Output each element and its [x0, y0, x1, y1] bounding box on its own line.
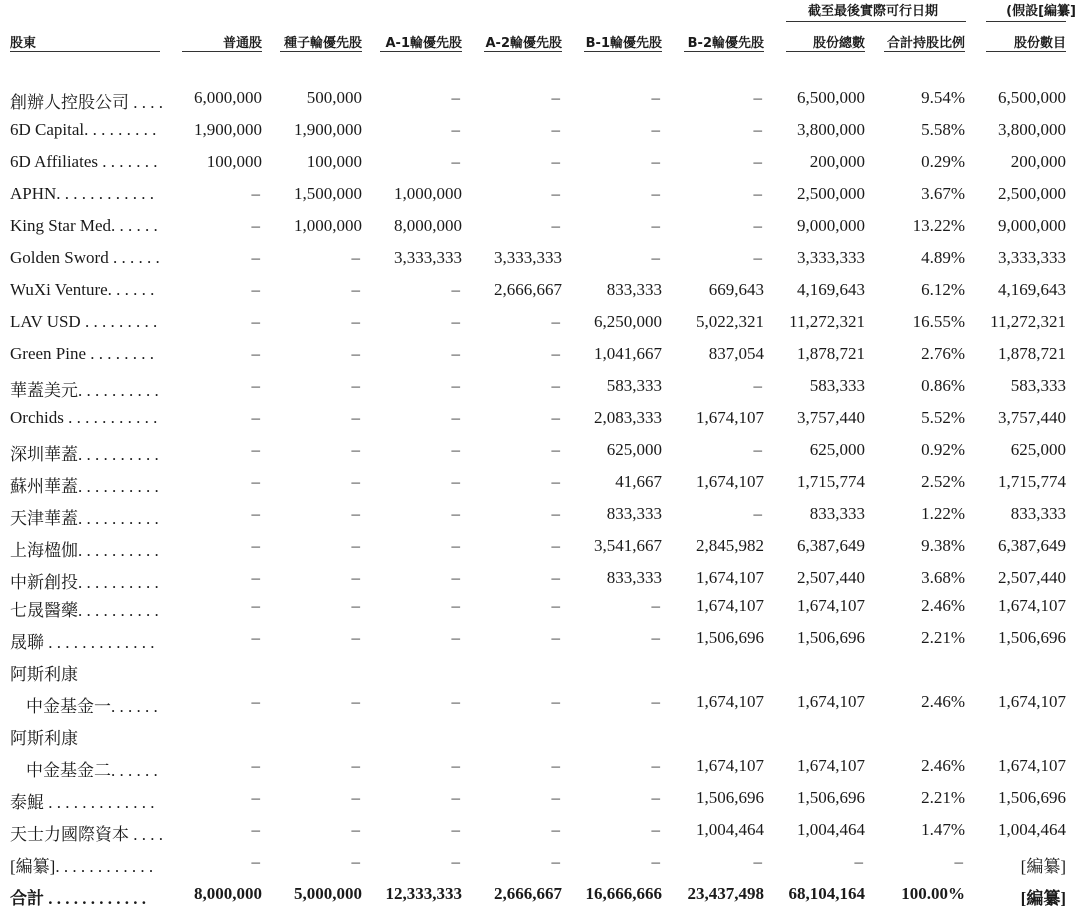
- table-cell-value: 1,900,000: [294, 120, 362, 139]
- table-cell-value: 6,500,000: [998, 88, 1066, 107]
- header-group-assumed: (假設[編纂]: [1006, 4, 1076, 19]
- table-cell-value: 2,500,000: [998, 184, 1066, 203]
- shareholder-name-line1: 阿斯利康: [10, 665, 78, 684]
- table-cell-value: 5.58%: [921, 120, 965, 139]
- empty-cell-dash: –: [451, 440, 460, 459]
- empty-cell-dash: –: [551, 820, 560, 839]
- empty-cell-dash: –: [451, 596, 460, 615]
- empty-cell-dash: –: [451, 820, 460, 839]
- table-cell-value: 833,333: [809, 504, 865, 523]
- shareholder-name: 中新創投. . . . . . . . . .: [10, 573, 159, 592]
- table-cell-value: 6,500,000: [797, 88, 865, 107]
- shareholder-name: 創辦人控股公司 . . . .: [10, 93, 163, 112]
- empty-cell-dash: –: [451, 692, 460, 711]
- empty-cell-dash: –: [351, 312, 360, 331]
- table-cell-value: 1,506,696: [797, 788, 865, 807]
- total-cell-value: 8,000,000: [194, 884, 262, 903]
- empty-cell-dash: –: [753, 152, 762, 171]
- table-cell-value: 1,900,000: [194, 120, 262, 139]
- empty-cell-dash: –: [351, 376, 360, 395]
- header-a2: A-2輪優先股: [485, 36, 562, 51]
- empty-cell-dash: –: [551, 88, 560, 107]
- table-cell-value: 11,272,321: [789, 312, 865, 331]
- empty-cell-dash: –: [551, 344, 560, 363]
- table-cell-value: 2.46%: [921, 756, 965, 775]
- table-cell-value: 1.47%: [921, 820, 965, 839]
- table-cell-value: 625,000: [1010, 440, 1066, 459]
- shareholder-name: LAV USD . . . . . . . . .: [10, 312, 158, 331]
- empty-cell-dash: –: [451, 152, 460, 171]
- table-cell-value: 500,000: [306, 88, 362, 107]
- empty-cell-dash: –: [451, 376, 460, 395]
- table-cell-value: 583,333: [809, 376, 865, 395]
- shareholder-name: 深圳華蓋. . . . . . . . . .: [10, 445, 159, 464]
- table-cell-value: 2,845,982: [696, 536, 764, 555]
- empty-cell-dash: –: [351, 344, 360, 363]
- empty-cell-dash: –: [651, 596, 660, 615]
- table-cell-value: 2.76%: [921, 344, 965, 363]
- empty-cell-dash: –: [451, 88, 460, 107]
- empty-cell-dash: –: [251, 756, 260, 775]
- table-cell-value: 1,674,107: [797, 596, 865, 615]
- table-cell-value: 1,506,696: [696, 788, 764, 807]
- table-cell-value: 200,000: [1010, 152, 1066, 171]
- empty-cell-dash: –: [651, 216, 660, 235]
- empty-cell-dash: –: [551, 312, 560, 331]
- total-cell-value: 100.00%: [901, 884, 965, 903]
- table-cell-value: 1,004,464: [696, 820, 764, 839]
- empty-cell-dash: –: [651, 628, 660, 647]
- table-cell-value: 2.46%: [921, 692, 965, 711]
- table-cell-value: 1,000,000: [294, 216, 362, 235]
- table-cell-value: 2,507,440: [998, 568, 1066, 587]
- table-cell-value: 8,000,000: [394, 216, 462, 235]
- table-cell-value: 1,674,107: [696, 692, 764, 711]
- empty-cell-dash: –: [351, 440, 360, 459]
- table-cell-value: 583,333: [1010, 376, 1066, 395]
- table-cell-value: 3.67%: [921, 184, 965, 203]
- table-cell-value: 1,004,464: [797, 820, 865, 839]
- empty-cell-dash: –: [251, 344, 260, 363]
- shareholder-name: [編纂]. . . . . . . . . . . .: [10, 857, 154, 876]
- empty-cell-dash: –: [251, 596, 260, 615]
- table-cell-value: 1,674,107: [797, 692, 865, 711]
- table-cell-value: 833,333: [606, 504, 662, 523]
- shareholder-name: 6D Capital. . . . . . . . .: [10, 120, 157, 139]
- table-cell-value: 1,004,464: [998, 820, 1066, 839]
- empty-cell-dash: –: [251, 216, 260, 235]
- shareholder-name: 天津華蓋. . . . . . . . . .: [10, 509, 159, 528]
- empty-cell-dash: –: [351, 280, 360, 299]
- header-total-shares: 股份總數: [812, 36, 865, 51]
- empty-cell-dash: –: [451, 852, 460, 871]
- shareholder-name: King Star Med. . . . . .: [10, 216, 158, 235]
- table-cell-value: 5.52%: [921, 408, 965, 427]
- table-cell-value: 1,674,107: [998, 692, 1066, 711]
- empty-cell-dash: –: [251, 852, 260, 871]
- empty-cell-dash: –: [251, 472, 260, 491]
- empty-cell-dash: –: [451, 312, 460, 331]
- table-cell-value: 9.54%: [921, 88, 965, 107]
- table-cell-value: 41,667: [615, 472, 662, 491]
- header-underline: [380, 51, 462, 52]
- header-group-rule: [786, 21, 966, 22]
- total-cell-value: 5,000,000: [294, 884, 362, 903]
- table-cell-value: 837,054: [708, 344, 764, 363]
- table-cell-value: 1,715,774: [797, 472, 865, 491]
- header-share-count: 股份數目: [1013, 36, 1066, 51]
- empty-cell-dash: –: [451, 120, 460, 139]
- table-cell-value: 1,506,696: [696, 628, 764, 647]
- empty-cell-dash: –: [251, 312, 260, 331]
- table-cell-value: 6,000,000: [194, 88, 262, 107]
- table-cell-value: 1,000,000: [394, 184, 462, 203]
- shareholder-name: 蘇州華蓋. . . . . . . . . .: [10, 477, 159, 496]
- table-cell-value: 2.21%: [921, 628, 965, 647]
- table-cell-value: 0.86%: [921, 376, 965, 395]
- empty-cell-dash: –: [753, 504, 762, 523]
- empty-cell-dash: –: [551, 568, 560, 587]
- empty-cell-dash: –: [651, 756, 660, 775]
- table-cell-value: 9.38%: [921, 536, 965, 555]
- empty-cell-dash: –: [251, 248, 260, 267]
- empty-cell-dash: –: [251, 820, 260, 839]
- empty-cell-dash: –: [753, 184, 762, 203]
- header-group-latest-date: 截至最後實際可行日期: [808, 4, 939, 19]
- empty-cell-dash: –: [651, 692, 660, 711]
- table-cell-value: 1,674,107: [696, 756, 764, 775]
- table-cell-value: 1.22%: [921, 504, 965, 523]
- empty-cell-dash: –: [351, 596, 360, 615]
- shareholder-name: WuXi Venture. . . . . .: [10, 280, 155, 299]
- table-cell-value: 625,000: [606, 440, 662, 459]
- empty-cell-dash: –: [251, 692, 260, 711]
- table-cell-value: 2.21%: [921, 788, 965, 807]
- header-underline: [786, 51, 865, 52]
- table-cell-value: 3,333,333: [998, 248, 1066, 267]
- empty-cell-dash: –: [451, 536, 460, 555]
- empty-cell-dash: –: [251, 408, 260, 427]
- table-cell-value: 0.92%: [921, 440, 965, 459]
- empty-cell-dash: –: [551, 788, 560, 807]
- empty-cell-dash: –: [351, 788, 360, 807]
- empty-cell-dash: –: [551, 440, 560, 459]
- table-cell-value: 1,500,000: [294, 184, 362, 203]
- empty-cell-dash: –: [351, 536, 360, 555]
- table-cell-value: 1,674,107: [696, 568, 764, 587]
- table-cell-value: 1,674,107: [797, 756, 865, 775]
- header-underline: [182, 51, 262, 52]
- empty-cell-dash: –: [651, 820, 660, 839]
- table-cell-value: 9,000,000: [797, 216, 865, 235]
- empty-cell-dash: –: [753, 120, 762, 139]
- empty-cell-dash: –: [854, 852, 863, 871]
- empty-cell-dash: –: [551, 756, 560, 775]
- empty-cell-dash: –: [451, 408, 460, 427]
- table-cell-value: 1,715,774: [998, 472, 1066, 491]
- header-underline: [684, 51, 764, 52]
- table-cell-value: 833,333: [606, 280, 662, 299]
- table-cell-value: 11,272,321: [990, 312, 1066, 331]
- total-cell-value: 16,666,666: [585, 884, 662, 903]
- total-cell-value: [編纂]: [1020, 889, 1066, 908]
- header-underline: [280, 51, 362, 52]
- empty-cell-dash: –: [451, 472, 460, 491]
- empty-cell-dash: –: [351, 756, 360, 775]
- header-a1: A-1輪優先股: [385, 36, 462, 51]
- table-cell-value: 833,333: [606, 568, 662, 587]
- shareholder-name: 泰鯤 . . . . . . . . . . . . .: [10, 793, 155, 812]
- table-cell-value: 3,757,440: [998, 408, 1066, 427]
- header-underline: [884, 51, 965, 52]
- table-cell-value: 6,387,649: [797, 536, 865, 555]
- table-cell-value: 583,333: [606, 376, 662, 395]
- table-cell-value: 1,878,721: [797, 344, 865, 363]
- empty-cell-dash: –: [451, 756, 460, 775]
- empty-cell-dash: –: [753, 852, 762, 871]
- empty-cell-dash: –: [551, 472, 560, 491]
- table-cell-value: 16.55%: [912, 312, 965, 331]
- table-cell-value: 3,333,333: [797, 248, 865, 267]
- table-cell-value: 1,674,107: [696, 596, 764, 615]
- empty-cell-dash: –: [251, 536, 260, 555]
- header-underline: [986, 51, 1066, 52]
- empty-cell-dash: –: [954, 852, 963, 871]
- table-cell-value: 0.29%: [921, 152, 965, 171]
- table-cell-value: 6,250,000: [594, 312, 662, 331]
- empty-cell-dash: –: [451, 568, 460, 587]
- header-underline: [10, 51, 160, 52]
- empty-cell-dash: –: [651, 852, 660, 871]
- table-cell-value: 2,666,667: [494, 280, 562, 299]
- table-cell-value: 1,878,721: [998, 344, 1066, 363]
- table-cell-value: 3,757,440: [797, 408, 865, 427]
- table-cell-value: 6,387,649: [998, 536, 1066, 555]
- shareholder-name: 華蓋美元. . . . . . . . . .: [10, 381, 159, 400]
- empty-cell-dash: –: [251, 504, 260, 523]
- empty-cell-dash: –: [451, 344, 460, 363]
- empty-cell-dash: –: [753, 440, 762, 459]
- empty-cell-dash: –: [451, 628, 460, 647]
- shareholder-name: Green Pine . . . . . . . .: [10, 344, 155, 363]
- header-underline: [484, 51, 562, 52]
- empty-cell-dash: –: [351, 504, 360, 523]
- table-cell-value: 1,506,696: [998, 628, 1066, 647]
- empty-cell-dash: –: [551, 596, 560, 615]
- table-cell-value: 1,674,107: [696, 472, 764, 491]
- empty-cell-dash: –: [251, 440, 260, 459]
- shareholder-name: Golden Sword . . . . . .: [10, 248, 160, 267]
- header-underline: [584, 51, 662, 52]
- shareholder-name: APHN. . . . . . . . . . . .: [10, 184, 155, 203]
- empty-cell-dash: –: [651, 120, 660, 139]
- empty-cell-dash: –: [351, 408, 360, 427]
- empty-cell-dash: –: [753, 376, 762, 395]
- total-cell-value: 68,104,164: [788, 884, 865, 903]
- empty-cell-dash: –: [451, 788, 460, 807]
- shareholder-name: 中金基金二. . . . . .: [26, 761, 158, 780]
- empty-cell-dash: –: [551, 852, 560, 871]
- empty-cell-dash: –: [251, 568, 260, 587]
- empty-cell-dash: –: [651, 88, 660, 107]
- shareholder-name: 上海楹伽. . . . . . . . . .: [10, 541, 159, 560]
- empty-cell-dash: –: [251, 184, 260, 203]
- empty-cell-dash: –: [551, 536, 560, 555]
- table-cell-value: 3,800,000: [998, 120, 1066, 139]
- table-cell-value: 9,000,000: [998, 216, 1066, 235]
- shareholder-name: 天士力國際資本 . . . .: [10, 825, 163, 844]
- empty-cell-dash: –: [551, 376, 560, 395]
- table-cell-value: 1,506,696: [797, 628, 865, 647]
- table-cell-value: 1,674,107: [998, 596, 1066, 615]
- empty-cell-dash: –: [251, 376, 260, 395]
- empty-cell-dash: –: [351, 852, 360, 871]
- table-cell-value: 3,541,667: [594, 536, 662, 555]
- empty-cell-dash: –: [551, 184, 560, 203]
- header-seed: 種子輪優先股: [283, 36, 362, 51]
- table-cell-value: 6.12%: [921, 280, 965, 299]
- empty-cell-dash: –: [551, 152, 560, 171]
- empty-cell-dash: –: [551, 692, 560, 711]
- table-cell-value: 4.89%: [921, 248, 965, 267]
- empty-cell-dash: –: [753, 248, 762, 267]
- empty-cell-dash: –: [551, 504, 560, 523]
- table-cell-value: 1,506,696: [998, 788, 1066, 807]
- table-cell-value: 1,674,107: [998, 756, 1066, 775]
- empty-cell-dash: –: [251, 788, 260, 807]
- shareholder-name: Orchids . . . . . . . . . . .: [10, 408, 158, 427]
- table-cell-value: 100,000: [206, 152, 262, 171]
- table-cell-value: 1,674,107: [696, 408, 764, 427]
- empty-cell-dash: –: [551, 628, 560, 647]
- empty-cell-dash: –: [551, 408, 560, 427]
- total-cell-value: 2,666,667: [494, 884, 562, 903]
- empty-cell-dash: –: [351, 820, 360, 839]
- table-cell-value: 3.68%: [921, 568, 965, 587]
- table-cell-value: 2.46%: [921, 596, 965, 615]
- table-cell-value: 625,000: [809, 440, 865, 459]
- table-cell-value: 200,000: [809, 152, 865, 171]
- table-cell-value: 100,000: [306, 152, 362, 171]
- empty-cell-dash: –: [351, 568, 360, 587]
- table-cell-value: 4,169,643: [797, 280, 865, 299]
- empty-cell-dash: –: [651, 788, 660, 807]
- table-cell-value: [編纂]: [1020, 857, 1066, 876]
- table-cell-value: 3,800,000: [797, 120, 865, 139]
- empty-cell-dash: –: [251, 628, 260, 647]
- empty-cell-dash: –: [551, 120, 560, 139]
- table-cell-value: 2,507,440: [797, 568, 865, 587]
- table-cell-value: 3,333,333: [494, 248, 562, 267]
- empty-cell-dash: –: [651, 248, 660, 267]
- total-label: 合計 . . . . . . . . . . . .: [10, 889, 146, 908]
- header-b2: B-2輪優先股: [687, 36, 764, 51]
- table-cell-value: 1,041,667: [594, 344, 662, 363]
- empty-cell-dash: –: [451, 280, 460, 299]
- total-cell-value: 23,437,498: [687, 884, 764, 903]
- header-shareholder: 股東: [10, 36, 37, 51]
- empty-cell-dash: –: [551, 216, 560, 235]
- empty-cell-dash: –: [351, 472, 360, 491]
- table-cell-value: 833,333: [1010, 504, 1066, 523]
- shareholder-name: 6D Affiliates . . . . . . .: [10, 152, 158, 171]
- table-cell-value: 4,169,643: [998, 280, 1066, 299]
- header-group-rule: [986, 21, 1066, 22]
- table-cell-value: 2,500,000: [797, 184, 865, 203]
- empty-cell-dash: –: [351, 692, 360, 711]
- header-ordinary: 普通股: [222, 36, 262, 51]
- empty-cell-dash: –: [753, 88, 762, 107]
- empty-cell-dash: –: [351, 628, 360, 647]
- total-cell-value: 12,333,333: [385, 884, 462, 903]
- table-cell-value: 669,643: [708, 280, 764, 299]
- empty-cell-dash: –: [251, 280, 260, 299]
- shareholder-name: 七晟醫藥. . . . . . . . . .: [10, 601, 159, 620]
- empty-cell-dash: –: [651, 152, 660, 171]
- table-cell-value: 3,333,333: [394, 248, 462, 267]
- empty-cell-dash: –: [351, 248, 360, 267]
- table-cell-value: 2,083,333: [594, 408, 662, 427]
- shareholder-name-line1: 阿斯利康: [10, 729, 78, 748]
- table-cell-value: 2.52%: [921, 472, 965, 491]
- header-b1: B-1輪優先股: [585, 36, 662, 51]
- shareholder-name: 晟聯 . . . . . . . . . . . . .: [10, 633, 155, 652]
- shareholder-name: 中金基金一. . . . . .: [26, 697, 158, 716]
- empty-cell-dash: –: [651, 184, 660, 203]
- header-percentage: 合計持股比例: [886, 36, 965, 51]
- table-cell-value: 13.22%: [912, 216, 965, 235]
- table-cell-value: 5,022,321: [696, 312, 764, 331]
- empty-cell-dash: –: [753, 216, 762, 235]
- empty-cell-dash: –: [451, 504, 460, 523]
